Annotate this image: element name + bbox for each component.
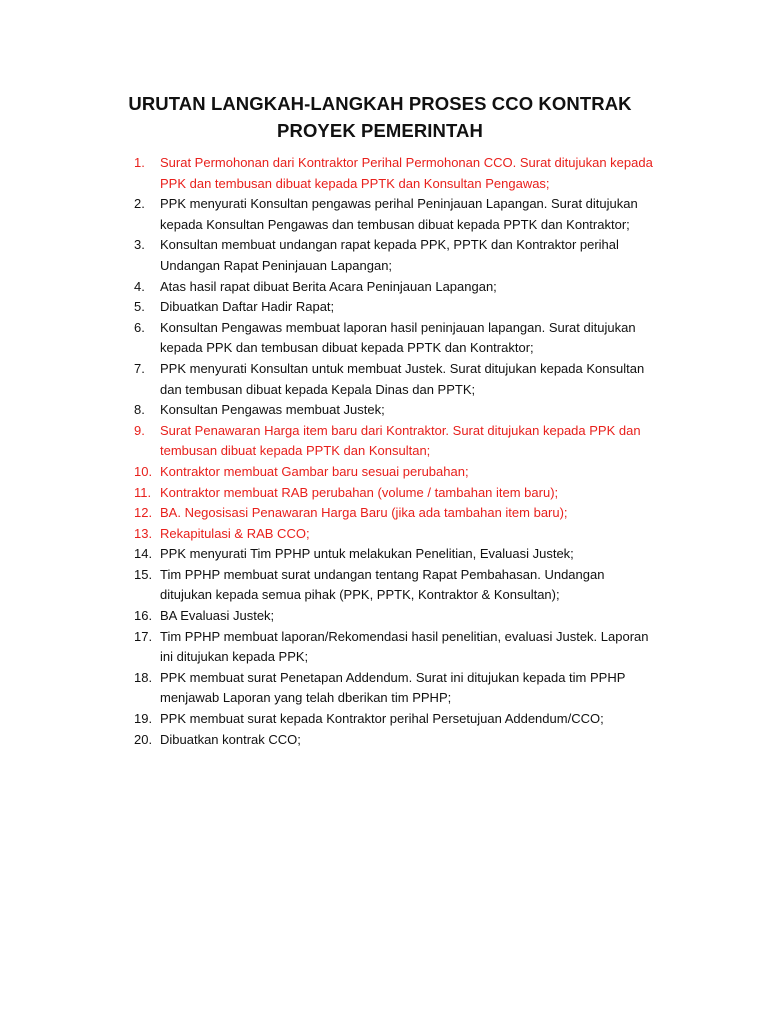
step-item — [134, 277, 674, 298]
step-text: PPK menyurati Tim PPHP untuk melakukan Penelitian, Evaluasi Justek; — [160, 546, 574, 562]
step-text: Konsultan Pengawas membuat laporan hasil peninjauan lapangan. Surat ditujukan kepada PPK dan tembusan dibuat kepada PPTK dan Kontraktor; — [160, 319, 636, 356]
step-number: 6. — [134, 319, 145, 335]
step-number: 11. — [134, 484, 152, 500]
step-text: PPK membuat surat Penetapan Addendum. Surat ini ditujukan kepada tim PPHP menjawab Laporan yang telah dberikan tim PPHP; — [160, 669, 626, 706]
step-text: Dibuatkan Daftar Hadir Rapat; — [160, 299, 335, 315]
step-number: 15. — [134, 566, 153, 582]
title-line-1: URUTAN LANGKAH-LANGKAH PROSES CCO KONTRAK — [128, 93, 632, 114]
step-text: Tim PPHP membuat laporan/Rekomendasi hasil penelitian, evaluasi Justek. Laporan ini ditujukan kepada PPK; — [160, 628, 649, 665]
step-number: 9. — [134, 422, 145, 438]
step-text: Rekapitulasi & RAB CCO; — [160, 525, 310, 541]
step-text: Konsultan Pengawas membuat Justek; — [160, 402, 385, 418]
step-item — [134, 235, 674, 276]
step-item — [134, 421, 674, 462]
step-item — [134, 400, 674, 421]
step-item — [134, 153, 674, 194]
step-item — [134, 297, 674, 318]
step-number: 16. — [134, 608, 153, 624]
step-text: Kontraktor membuat RAB perubahan (volume / tambahan item baru); — [160, 484, 559, 500]
step-item — [134, 359, 674, 400]
step-item — [134, 668, 674, 709]
title-line-2: PROYEK PEMERINTAH — [277, 120, 483, 141]
step-item — [134, 483, 674, 504]
step-item — [134, 730, 674, 751]
step-item — [134, 194, 674, 235]
step-item — [134, 524, 674, 545]
step-number: 18. — [134, 669, 153, 685]
step-text: Tim PPHP membuat surat undangan tentang Rapat Pembahasan. Undangan ditujukan kepada semua pihak (PPK, PPTK, Kontraktor & Konsultan); — [160, 566, 605, 603]
step-number: 1. — [134, 155, 145, 170]
step-item — [134, 565, 674, 606]
step-number: 12. — [134, 505, 153, 521]
step-number: 20. — [134, 731, 153, 747]
step-item — [134, 627, 674, 668]
step-text: BA Evaluasi Justek; — [160, 608, 275, 624]
step-item — [134, 503, 674, 524]
step-text: PPK membuat surat kepada Kontraktor perihal Persetujuan Addendum/CCO; — [160, 711, 604, 727]
step-number: 10. — [134, 463, 153, 479]
step-text: Konsultan membuat undangan rapat kepada PPK, PPTK dan Kontraktor perihal Undangan Rapat Peninjauan Lapangan; — [160, 237, 619, 273]
step-text: PPK menyurati Konsultan pengawas perihal Peninjauan Lapangan. Surat ditujukan kepada Konsultan Pengawas dan tembusan dibuat kepada PPTK dan Kontraktor; — [160, 196, 638, 232]
step-text: Dibuatkan kontrak CCO; — [160, 731, 301, 747]
step-item — [134, 462, 674, 483]
step-number: 4. — [134, 278, 145, 294]
step-text: Surat Permohonan dari Kontraktor Perihal Permohonan CCO. Surat ditujukan kepada PPK dan tembusan dibuat kepada PPTK dan Konsultan Pengawas; — [160, 155, 653, 191]
step-number: 13. — [134, 525, 153, 541]
step-text: Kontraktor membuat Gambar baru sesuai perubahan; — [160, 463, 469, 479]
step-item — [134, 318, 674, 359]
step-number: 3. — [134, 237, 145, 253]
page-title — [120, 90, 640, 144]
step-text: PPK menyurati Konsultan untuk membuat Justek. Surat ditujukan kepada Konsultan dan tembusan dibuat kepada Kepala Dinas dan PPTK; — [160, 360, 645, 397]
step-number: 5. — [134, 299, 145, 315]
step-number: 7. — [134, 360, 145, 376]
step-item — [134, 544, 674, 565]
step-text: BA. Negosisasi Penawaran Harga Baru (jika ada tambahan item baru); — [160, 505, 568, 521]
step-item — [134, 709, 674, 730]
step-number: 8. — [134, 402, 145, 418]
step-item — [134, 606, 674, 627]
step-text: Atas hasil rapat dibuat Berita Acara Peninjauan Lapangan; — [160, 278, 497, 294]
step-number: 14. — [134, 546, 153, 562]
steps-list — [134, 153, 674, 750]
step-number: 17. — [134, 628, 153, 644]
step-number: 2. — [134, 196, 145, 212]
step-text: Surat Penawaran Harga item baru dari Kontraktor. Surat ditujukan kepada PPK dan tembusan dibuat kepada PPTK dan Konsultan; — [160, 422, 641, 459]
step-number: 19. — [134, 711, 153, 727]
